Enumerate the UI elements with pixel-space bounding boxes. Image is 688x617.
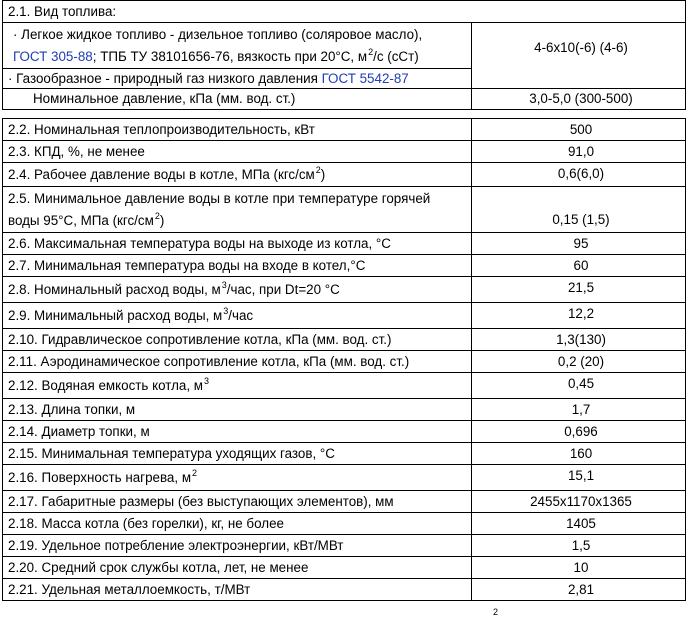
row-label: 2.11. Аэродинамическое сопротивление котла, кПа (мм. вод. ст.) xyxy=(3,351,472,373)
row-label: 2.7. Минимальная температура воды на входе в котел,°С xyxy=(3,255,472,277)
table-row xyxy=(3,465,686,491)
row-label: 2.6. Максимальная температура воды на выходе из котла, °С xyxy=(3,233,472,255)
row-value: 0,2 (20) xyxy=(472,351,686,373)
row-label: 2.9. Минимальный расход воды, $м^3$/час xyxy=(3,303,472,329)
table-row xyxy=(3,303,686,329)
row-label: 2.14. Диаметр топки, м xyxy=(3,421,472,443)
table-row xyxy=(3,557,686,579)
row-value: 500 xyxy=(472,119,686,141)
row-label: 2.20. Средний срок службы котла, лет, не менее xyxy=(3,557,472,579)
table-row xyxy=(3,513,686,535)
row-value: 12,2 xyxy=(472,303,686,329)
table-row xyxy=(3,399,686,421)
footnote-mark: 2 xyxy=(493,607,499,617)
table-row xyxy=(3,579,686,601)
liquid-fuel-label xyxy=(3,23,472,69)
row-value: 10 xyxy=(472,557,686,579)
table-row xyxy=(3,373,686,399)
row-value: 15,1 xyxy=(472,465,686,491)
table-row xyxy=(3,89,686,110)
table-row xyxy=(3,351,686,373)
row-label: 2.2. Номинальная теплопроизводительность, кВт xyxy=(3,119,472,141)
row-value: 0,696 xyxy=(472,421,686,443)
row-label: 2.4. Рабочее давление воды в котле, МПа $(кгс/см^2)$ xyxy=(3,163,472,187)
table-row xyxy=(3,443,686,465)
row-value: 0,6(6,0) xyxy=(472,163,686,187)
liquid-fuel-line1: · Легкое жидкое топливо - дизельное топливо (соляровое масло), xyxy=(13,26,423,42)
row-value: 91,0 xyxy=(472,141,686,163)
row-value: 0,15 (1,5) xyxy=(472,187,686,233)
table-row xyxy=(3,187,686,233)
row-label: 2.17. Габаритные размеры (без выступающих элементов), мм xyxy=(3,491,472,513)
row-value: 1,5 xyxy=(472,535,686,557)
row-label: 2.5. Минимальное давление воды в котле при температуре горячей воды 95°С, МПа $(кгс/см^2)$ xyxy=(3,187,472,233)
row-value: 60 xyxy=(472,255,686,277)
table-row xyxy=(3,1,686,23)
gas-pressure-value: 3,0-5,0 (300-500) xyxy=(472,89,686,110)
gas-fuel-label: · Газообразное - природный газ низкого давления ГОСТ 5542-87 xyxy=(3,69,472,89)
table-row xyxy=(3,329,686,351)
row-value: 1,3(130) xyxy=(472,329,686,351)
row-value: 95 xyxy=(472,233,686,255)
row-label: 2.12. Водяная емкость котла, $м^3$ xyxy=(3,373,472,399)
table-row xyxy=(3,141,686,163)
row-value: 1,7 xyxy=(472,399,686,421)
table-row xyxy=(3,163,686,187)
table-row xyxy=(3,23,686,69)
table-row xyxy=(3,277,686,303)
row-value: 21,5 xyxy=(472,277,686,303)
table-row xyxy=(3,491,686,513)
row-value: 2,81 xyxy=(472,579,686,601)
liquid-fuel-value: 4-6х10(-6) (4-6) xyxy=(472,23,686,89)
gost-305-88-link[interactable]: ГОСТ 305-88 xyxy=(13,48,93,64)
row-value: 2455х1170х1365 xyxy=(472,491,686,513)
gost-5542-87-link[interactable]: ГОСТ 5542-87 xyxy=(321,70,409,86)
boiler-spec-table-rows xyxy=(2,88,686,110)
row-label: 2.19. Удельное потребление электроэнергии, кВт/МВт xyxy=(3,535,472,557)
row-label: 2.8. Номинальный расход воды, $м^3$/час, при Dt=20 °С xyxy=(3,277,472,303)
table-row xyxy=(3,421,686,443)
row-value: 160 xyxy=(472,443,686,465)
row-label: 2.3. КПД, %, не менее xyxy=(3,141,472,163)
row-label: 2.16. Поверхность нагрева, $м^2$ xyxy=(3,465,472,491)
row-value: 1405 xyxy=(472,513,686,535)
fuel-type-heading: 2.1. Вид топлива: xyxy=(3,1,686,23)
gas-pressure-label: Номинальное давление, кПа (мм. вод. ст.) xyxy=(3,89,472,110)
row-label: 2.15. Минимальная температура уходящих газов, °С xyxy=(3,443,472,465)
table-row xyxy=(3,233,686,255)
table-row xyxy=(3,119,686,141)
row-value: 0,45 xyxy=(472,373,686,399)
row-label: 2.10. Гидравлическое сопротивление котла, кПа (мм. вод. ст.) xyxy=(3,329,472,351)
table-row xyxy=(3,535,686,557)
table-row xyxy=(3,255,686,277)
boiler-spec-table xyxy=(2,0,686,89)
liquid-fuel-line2: ГОСТ 305-88; ТПБ ТУ 38101656-76, вязкость при 20°С, $м^2/с$ (сСт) xyxy=(13,46,419,64)
row-label: 2.13. Длина топки, м xyxy=(3,399,472,421)
row-label: 2.21. Удельная металлоемкость, т/МВт xyxy=(3,579,472,601)
row-label: 2.18. Масса котла (без горелки), кг, не более xyxy=(3,513,472,535)
boiler-spec-rows xyxy=(2,118,686,601)
